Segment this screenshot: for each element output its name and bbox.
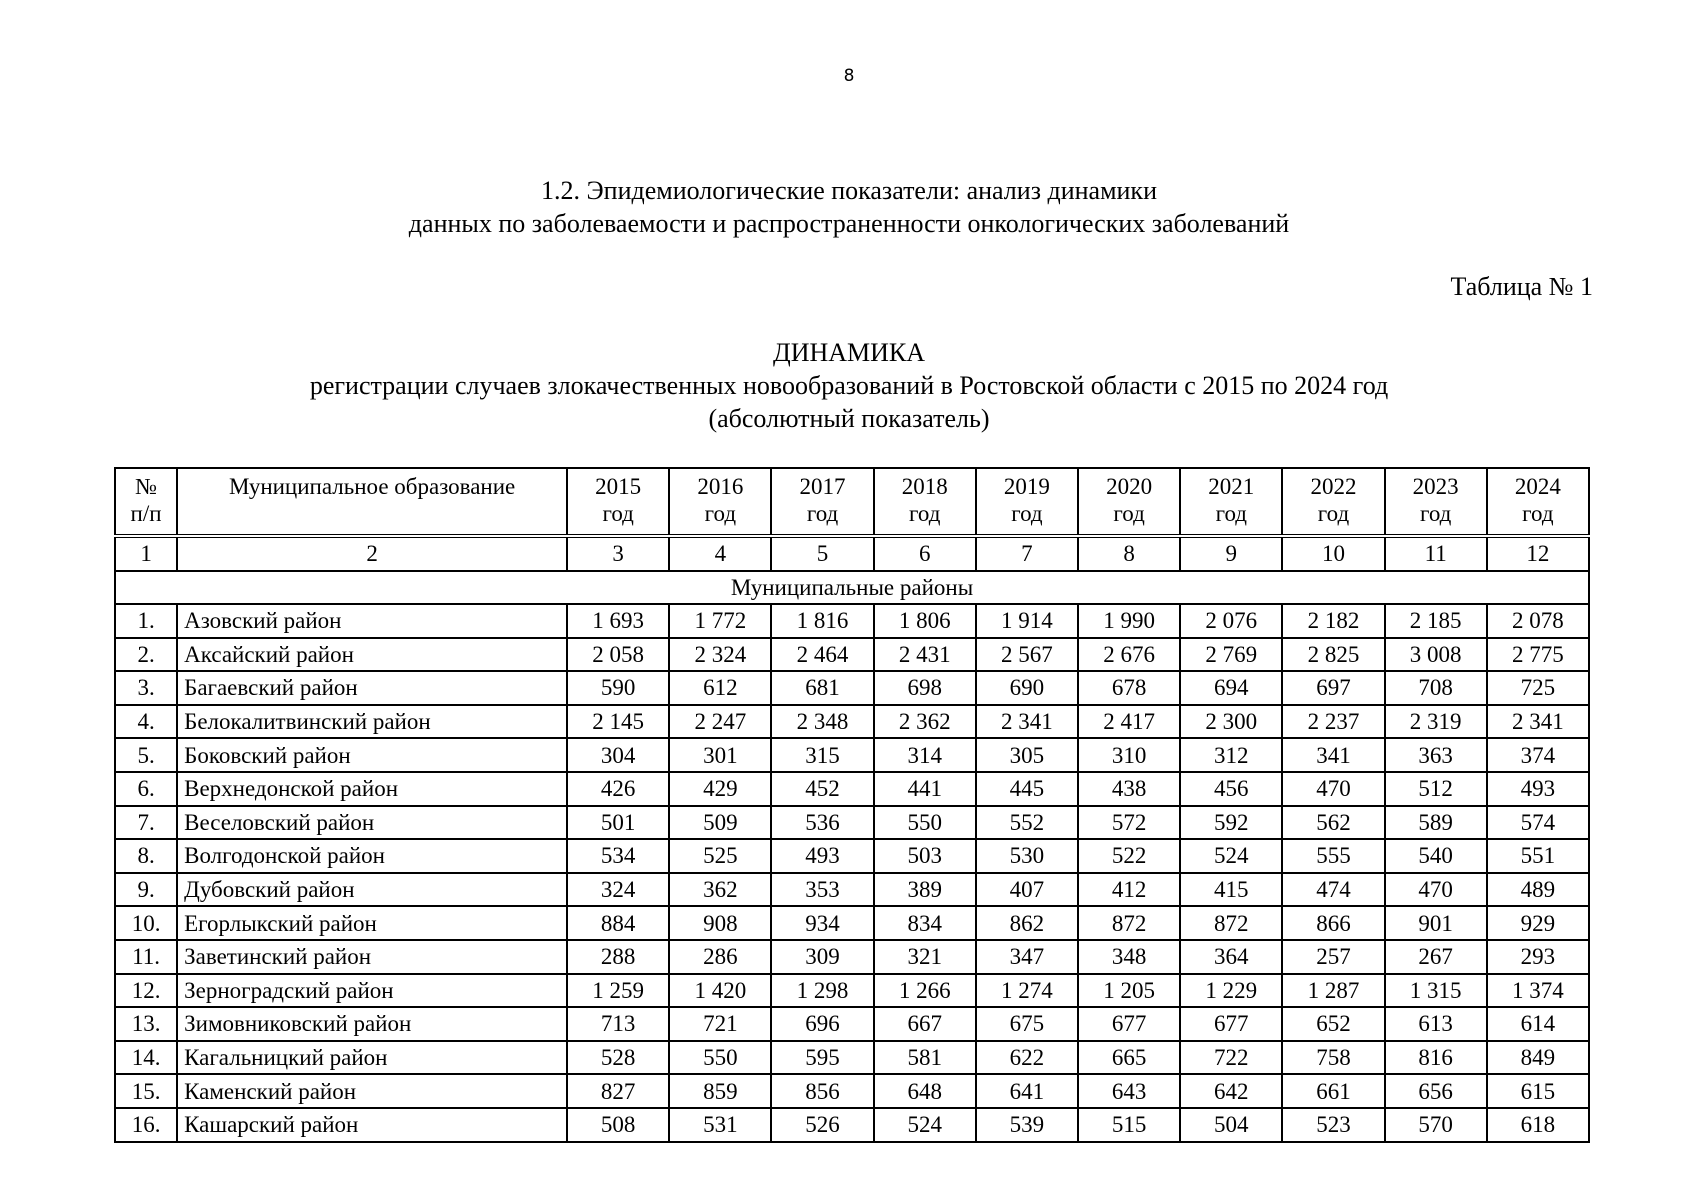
case-count: 1 374 (1487, 974, 1589, 1008)
case-count: 389 (874, 873, 976, 907)
case-count: 536 (771, 806, 873, 840)
case-count: 3 008 (1385, 638, 1487, 672)
case-count: 592 (1180, 806, 1282, 840)
case-count: 642 (1180, 1074, 1282, 1108)
case-count: 525 (669, 839, 771, 873)
case-count: 581 (874, 1041, 976, 1075)
case-count: 374 (1487, 738, 1589, 772)
column-number: 4 (669, 536, 771, 571)
case-count: 341 (1282, 738, 1384, 772)
case-count: 690 (976, 671, 1078, 705)
case-count: 901 (1385, 906, 1487, 940)
case-count: 713 (567, 1007, 669, 1041)
case-count: 2 300 (1180, 705, 1282, 739)
case-count: 257 (1282, 940, 1384, 974)
case-count: 1 914 (976, 604, 1078, 638)
table-row (115, 638, 1589, 672)
case-count: 524 (1180, 839, 1282, 873)
case-count: 570 (1385, 1108, 1487, 1142)
case-count: 321 (874, 940, 976, 974)
case-count: 347 (976, 940, 1078, 974)
municipality-name: Зимовниковский район (177, 1007, 567, 1041)
municipality-name: Егорлыкский район (177, 906, 567, 940)
case-count: 2 775 (1487, 638, 1589, 672)
case-count: 523 (1282, 1108, 1384, 1142)
section-heading-line-2: данных по заболеваемости и распространенности онкологических заболеваний (408, 209, 1290, 238)
case-count: 872 (1180, 906, 1282, 940)
column-number: 5 (771, 536, 873, 571)
case-count: 698 (874, 671, 976, 705)
case-count: 2 341 (1487, 705, 1589, 739)
table-title-line-1: ДИНАМИКА (772, 338, 926, 367)
table-row (115, 1074, 1589, 1108)
case-count: 267 (1385, 940, 1487, 974)
case-count: 2 145 (567, 705, 669, 739)
row-number: 6. (115, 772, 177, 806)
case-count: 1 693 (567, 604, 669, 638)
case-count: 1 816 (771, 604, 873, 638)
case-count: 2 417 (1078, 705, 1180, 739)
row-number: 8. (115, 839, 177, 873)
municipality-name: Заветинский район (177, 940, 567, 974)
municipality-name: Зерноградский район (177, 974, 567, 1008)
table-row (115, 873, 1589, 907)
case-count: 572 (1078, 806, 1180, 840)
case-count: 1 772 (669, 604, 771, 638)
table-title (0, 336, 1698, 435)
header-year: 2015 год (567, 468, 669, 536)
case-count: 312 (1180, 738, 1282, 772)
case-count: 304 (567, 738, 669, 772)
case-count: 641 (976, 1074, 1078, 1108)
row-number: 11. (115, 940, 177, 974)
case-count: 667 (874, 1007, 976, 1041)
row-number: 5. (115, 738, 177, 772)
case-count: 696 (771, 1007, 873, 1041)
header-year: 2023 год (1385, 468, 1487, 536)
case-count: 412 (1078, 873, 1180, 907)
table-row (115, 940, 1589, 974)
case-count: 675 (976, 1007, 1078, 1041)
case-count: 681 (771, 671, 873, 705)
header-year: 2019 год (976, 468, 1078, 536)
case-count: 503 (874, 839, 976, 873)
case-count: 288 (567, 940, 669, 974)
case-count: 648 (874, 1074, 976, 1108)
header-year: 2021 год (1180, 468, 1282, 536)
table-title-line-3: (абсолютный показатель) (708, 404, 990, 433)
municipality-name: Багаевский район (177, 671, 567, 705)
case-count: 866 (1282, 906, 1384, 940)
row-number: 15. (115, 1074, 177, 1108)
header-year: 2020 год (1078, 468, 1180, 536)
case-count: 884 (567, 906, 669, 940)
column-number: 6 (874, 536, 976, 571)
column-number: 10 (1282, 536, 1384, 571)
table-row (115, 1041, 1589, 1075)
case-count: 2 676 (1078, 638, 1180, 672)
case-count: 816 (1385, 1041, 1487, 1075)
case-count: 445 (976, 772, 1078, 806)
case-count: 834 (874, 906, 976, 940)
case-count: 515 (1078, 1108, 1180, 1142)
case-count: 2 076 (1180, 604, 1282, 638)
table-row (115, 906, 1589, 940)
case-count: 501 (567, 806, 669, 840)
case-count: 1 266 (874, 974, 976, 1008)
case-count: 2 324 (669, 638, 771, 672)
case-count: 694 (1180, 671, 1282, 705)
table-title-line-2: регистрации случаев злокачественных новообразований в Ростовской области с 2015 по 2024 год (309, 371, 1389, 400)
case-count: 614 (1487, 1007, 1589, 1041)
case-count: 697 (1282, 671, 1384, 705)
case-count: 1 806 (874, 604, 976, 638)
case-count: 301 (669, 738, 771, 772)
case-count: 661 (1282, 1074, 1384, 1108)
municipality-name: Азовский район (177, 604, 567, 638)
case-count: 677 (1180, 1007, 1282, 1041)
case-count: 725 (1487, 671, 1589, 705)
case-count: 551 (1487, 839, 1589, 873)
header-year: 2024 год (1487, 468, 1589, 536)
case-count: 2 825 (1282, 638, 1384, 672)
column-number: 9 (1180, 536, 1282, 571)
header-row (115, 468, 1589, 536)
case-count: 677 (1078, 1007, 1180, 1041)
case-count: 353 (771, 873, 873, 907)
case-count: 2 058 (567, 638, 669, 672)
municipality-name: Кагальницкий район (177, 1041, 567, 1075)
row-number: 4. (115, 705, 177, 739)
municipality-name: Кашарский район (177, 1108, 567, 1142)
case-count: 470 (1385, 873, 1487, 907)
case-count: 595 (771, 1041, 873, 1075)
case-count: 1 287 (1282, 974, 1384, 1008)
case-count: 552 (976, 806, 1078, 840)
case-count: 504 (1180, 1108, 1282, 1142)
case-count: 656 (1385, 1074, 1487, 1108)
case-count: 309 (771, 940, 873, 974)
case-count: 364 (1180, 940, 1282, 974)
case-count: 493 (1487, 772, 1589, 806)
case-count: 509 (669, 806, 771, 840)
case-count: 539 (976, 1108, 1078, 1142)
case-count: 528 (567, 1041, 669, 1075)
incidence-table (114, 467, 1590, 1143)
case-count: 708 (1385, 671, 1487, 705)
case-count: 1 990 (1078, 604, 1180, 638)
case-count: 415 (1180, 873, 1282, 907)
case-count: 722 (1180, 1041, 1282, 1075)
case-count: 508 (567, 1108, 669, 1142)
table-row (115, 705, 1589, 739)
section-label: Муниципальные районы (115, 571, 1589, 604)
case-count: 407 (976, 873, 1078, 907)
case-count: 1 420 (669, 974, 771, 1008)
case-count: 452 (771, 772, 873, 806)
case-count: 1 229 (1180, 974, 1282, 1008)
row-number: 2. (115, 638, 177, 672)
header-year: 2018 год (874, 468, 976, 536)
row-number: 16. (115, 1108, 177, 1142)
case-count: 2 362 (874, 705, 976, 739)
case-count: 293 (1487, 940, 1589, 974)
case-count: 872 (1078, 906, 1180, 940)
section-heading (0, 174, 1698, 240)
municipality-name: Боковский район (177, 738, 567, 772)
case-count: 856 (771, 1074, 873, 1108)
case-count: 612 (669, 671, 771, 705)
case-count: 540 (1385, 839, 1487, 873)
case-count: 2 348 (771, 705, 873, 739)
case-count: 2 319 (1385, 705, 1487, 739)
municipality-name: Аксайский район (177, 638, 567, 672)
header-row-number: № п/п (115, 468, 177, 536)
case-count: 2 769 (1180, 638, 1282, 672)
case-count: 286 (669, 940, 771, 974)
case-count: 2 431 (874, 638, 976, 672)
column-number: 8 (1078, 536, 1180, 571)
case-count: 574 (1487, 806, 1589, 840)
table-row (115, 1007, 1589, 1041)
case-count: 310 (1078, 738, 1180, 772)
case-count: 426 (567, 772, 669, 806)
case-count: 530 (976, 839, 1078, 873)
case-count: 678 (1078, 671, 1180, 705)
case-count: 315 (771, 738, 873, 772)
header-year: 2022 год (1282, 468, 1384, 536)
case-count: 721 (669, 1007, 771, 1041)
case-count: 827 (567, 1074, 669, 1108)
case-count: 555 (1282, 839, 1384, 873)
table-row (115, 839, 1589, 873)
case-count: 2 464 (771, 638, 873, 672)
table-row (115, 604, 1589, 638)
case-count: 2 182 (1282, 604, 1384, 638)
case-count: 2 567 (976, 638, 1078, 672)
case-count: 590 (567, 671, 669, 705)
case-count: 550 (874, 806, 976, 840)
case-count: 438 (1078, 772, 1180, 806)
row-number: 3. (115, 671, 177, 705)
case-count: 652 (1282, 1007, 1384, 1041)
header-year: 2017 год (771, 468, 873, 536)
table-row (115, 772, 1589, 806)
case-count: 589 (1385, 806, 1487, 840)
case-count: 470 (1282, 772, 1384, 806)
municipality-name: Белокалитвинский район (177, 705, 567, 739)
case-count: 305 (976, 738, 1078, 772)
case-count: 531 (669, 1108, 771, 1142)
case-count: 643 (1078, 1074, 1180, 1108)
row-number: 7. (115, 806, 177, 840)
case-count: 1 205 (1078, 974, 1180, 1008)
municipality-name: Каменский район (177, 1074, 567, 1108)
case-count: 1 274 (976, 974, 1078, 1008)
case-count: 441 (874, 772, 976, 806)
row-number: 10. (115, 906, 177, 940)
case-count: 512 (1385, 772, 1487, 806)
row-number: 13. (115, 1007, 177, 1041)
row-number: 1. (115, 604, 177, 638)
table-row (115, 1108, 1589, 1142)
case-count: 534 (567, 839, 669, 873)
case-count: 456 (1180, 772, 1282, 806)
column-number: 12 (1487, 536, 1589, 571)
case-count: 859 (669, 1074, 771, 1108)
header-municipality: Муниципальное образование (177, 468, 567, 536)
case-count: 324 (567, 873, 669, 907)
column-number: 1 (115, 536, 177, 571)
case-count: 550 (669, 1041, 771, 1075)
case-count: 862 (976, 906, 1078, 940)
case-count: 849 (1487, 1041, 1589, 1075)
section-heading-line-1: 1.2. Эпидемиологические показатели: анализ динамики (541, 176, 1157, 205)
table-row (115, 974, 1589, 1008)
case-count: 618 (1487, 1108, 1589, 1142)
municipality-name: Волгодонской район (177, 839, 567, 873)
municipality-name: Веселовский район (177, 806, 567, 840)
table-row (115, 806, 1589, 840)
case-count: 363 (1385, 738, 1487, 772)
case-count: 908 (669, 906, 771, 940)
case-count: 489 (1487, 873, 1589, 907)
table-row (115, 738, 1589, 772)
case-count: 758 (1282, 1041, 1384, 1075)
header-year: 2016 год (669, 468, 771, 536)
case-count: 622 (976, 1041, 1078, 1075)
case-count: 362 (669, 873, 771, 907)
case-count: 665 (1078, 1041, 1180, 1075)
case-count: 929 (1487, 906, 1589, 940)
case-count: 562 (1282, 806, 1384, 840)
case-count: 934 (771, 906, 873, 940)
municipality-name: Верхнедонской район (177, 772, 567, 806)
case-count: 348 (1078, 940, 1180, 974)
case-count: 2 341 (976, 705, 1078, 739)
case-count: 1 298 (771, 974, 873, 1008)
row-number: 9. (115, 873, 177, 907)
case-count: 2 078 (1487, 604, 1589, 638)
row-number: 14. (115, 1041, 177, 1075)
case-count: 2 247 (669, 705, 771, 739)
case-count: 1 315 (1385, 974, 1487, 1008)
case-count: 493 (771, 839, 873, 873)
column-number-row (115, 536, 1589, 571)
column-number: 3 (567, 536, 669, 571)
case-count: 526 (771, 1108, 873, 1142)
case-count: 1 259 (567, 974, 669, 1008)
case-count: 2 237 (1282, 705, 1384, 739)
case-count: 314 (874, 738, 976, 772)
municipality-name: Дубовский район (177, 873, 567, 907)
case-count: 615 (1487, 1074, 1589, 1108)
row-number: 12. (115, 974, 177, 1008)
case-count: 522 (1078, 839, 1180, 873)
section-row (115, 571, 1589, 604)
table-caption: Таблица № 1 (1450, 272, 1593, 301)
case-count: 524 (874, 1108, 976, 1142)
case-count: 429 (669, 772, 771, 806)
column-number: 2 (177, 536, 567, 571)
column-number: 11 (1385, 536, 1487, 571)
page-number: 8 (843, 66, 855, 86)
case-count: 613 (1385, 1007, 1487, 1041)
case-count: 474 (1282, 873, 1384, 907)
table-row (115, 671, 1589, 705)
case-count: 2 185 (1385, 604, 1487, 638)
column-number: 7 (976, 536, 1078, 571)
